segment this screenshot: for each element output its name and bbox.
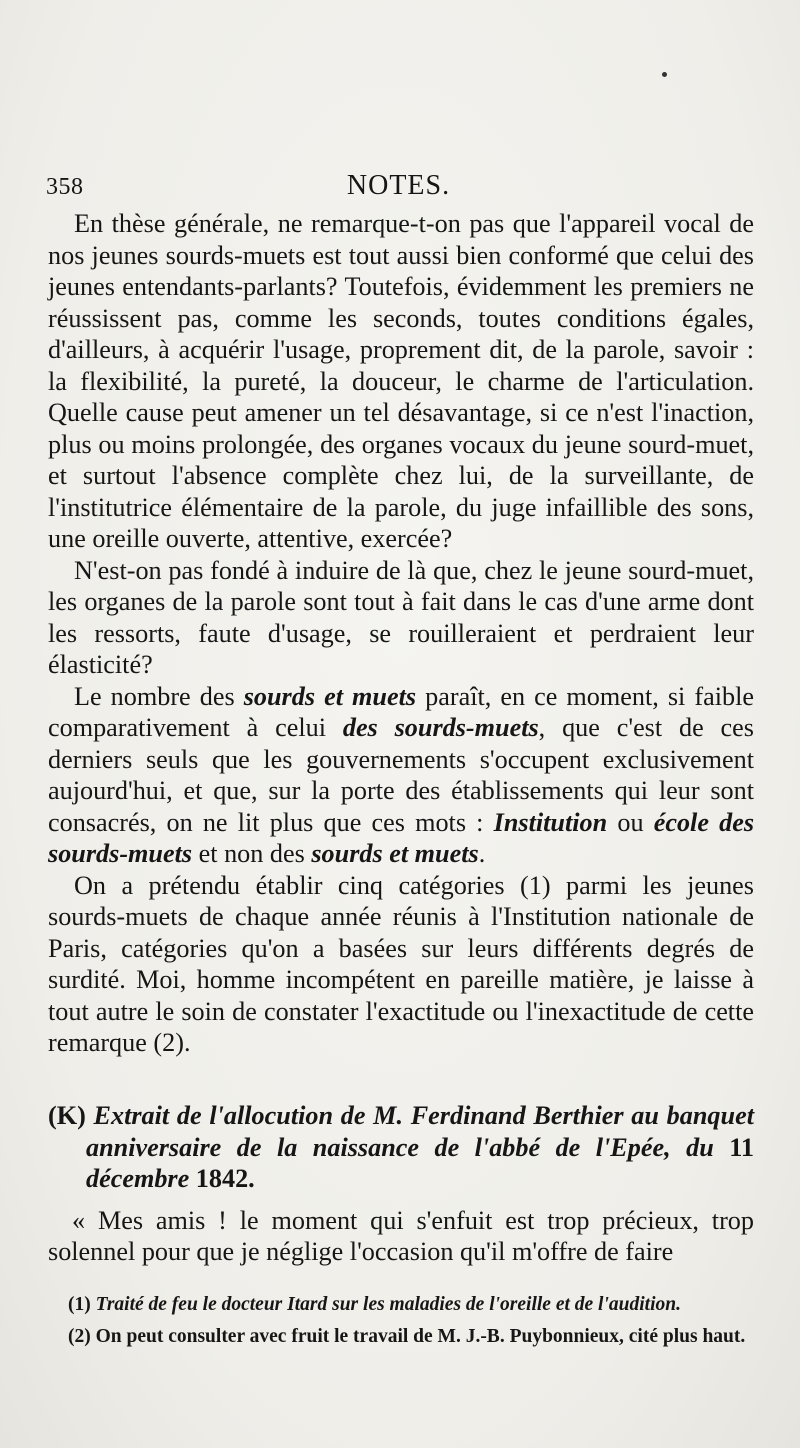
section-title: Extrait de l'allocution de M. Ferdinand Berthier au banquet anniversaire de la naissance de l'abbé de l'Epée, du bbox=[85, 1101, 754, 1162]
quote-opening: « Mes amis ! le moment qui s'enfuit est trop précieux, trop solennel pour que je néglige l'occasion qu'il m'offre de faire bbox=[48, 1205, 754, 1266]
section-k bbox=[48, 1100, 754, 1268]
italic-term: Institution bbox=[493, 807, 608, 837]
text-run: paraît, en ce moment, si faible comparativement à celui bbox=[48, 681, 755, 742]
text-run: , que c'est de ces derniers seuls que les gouvernements s'occupent exclusivement aujourd'hui, et que, sur la porte des établissements qui leur sont consacrés, on ne lit plus que ces mots : bbox=[48, 713, 754, 837]
italic-term: école des sourds-muets bbox=[48, 807, 755, 868]
section-day: 11 bbox=[729, 1132, 754, 1162]
footnote-mark: (1) bbox=[68, 1294, 91, 1315]
page-number: 358 bbox=[46, 174, 84, 200]
text-run: Le nombre des bbox=[74, 681, 244, 711]
footnote-text: et de l'audition. bbox=[550, 1294, 681, 1315]
ink-speck bbox=[662, 72, 667, 77]
footnote-text: Traité de feu le docteur Itard bbox=[90, 1294, 333, 1315]
footnote-text: sur les maladies de l'oreille bbox=[332, 1294, 551, 1315]
text-run: ou bbox=[607, 807, 654, 837]
italic-term: des sourds-muets bbox=[342, 713, 539, 742]
text-run: . bbox=[478, 839, 486, 868]
footnote-2: (2) On peut consulter avec fruit le travail de M. J.-B. Puybonnieux, cité plus haut. bbox=[68, 1326, 746, 1347]
paragraph-4: On a prétendu établir cinq catégories (1) parmi les jeunes sourds-muets de chaque année réunis à l'Institution nationale de Paris, catégories qu'on a basées sur leurs différents degrés de surdité. Moi, homme incompétent en pareille matière, je laisse à tout autre le soin de constater l'exactitude ou l'inexactitude de cette remarque (2). bbox=[48, 870, 754, 1057]
footnotes bbox=[48, 1292, 754, 1356]
section-key: (K) bbox=[48, 1101, 86, 1130]
body-text bbox=[48, 208, 754, 1059]
paragraph-2: N'est-on pas fondé à induire de là que, chez le jeune sourd-muet, les organes de la parole sont tout à fait dans le cas d'une arme dont les ressorts, faute d'usage, se rouilleraient et perdraient leur élasticité? bbox=[48, 555, 754, 679]
paragraph-3 bbox=[48, 681, 754, 870]
footnote-1 bbox=[48, 1292, 754, 1318]
page-header bbox=[46, 170, 751, 204]
paragraph-1: En thèse générale, ne remarque-t-on pas que l'appareil vocal de nos jeunes sourds-muets est tout aussi bien conformé que celui des jeunes entendants-parlants? Toutefois, évidemment les premiers ne réussissent pas, comme les seconds, toutes conditions égales, d'ailleurs, à acquérir l'usage, proprement dit, de la parole, savoir : la flexibilité, la pureté, la douceur, le charme de l'articulation. Quelle cause peut amener un tel désavantage, si ce n'est l'inaction, plus ou moins prolongée, des organes vocaux du jeune sourd-muet, et surtout l'absence complète chez lui, de la surveillante, de l'institutrice élémentaire de la parole, du juge infaillible des sons, une oreille ouverte, attentive, exercée? bbox=[48, 209, 754, 553]
section-heading bbox=[48, 1100, 754, 1195]
section-year: 1842 bbox=[195, 1164, 249, 1193]
italic-term: sourds et muets bbox=[243, 681, 417, 711]
section-end: . bbox=[248, 1164, 255, 1193]
running-head: NOTES. bbox=[346, 170, 451, 201]
text-run: et non des bbox=[192, 839, 312, 868]
italic-term: sourds et muets bbox=[311, 839, 479, 868]
section-month: décembre bbox=[86, 1164, 196, 1193]
